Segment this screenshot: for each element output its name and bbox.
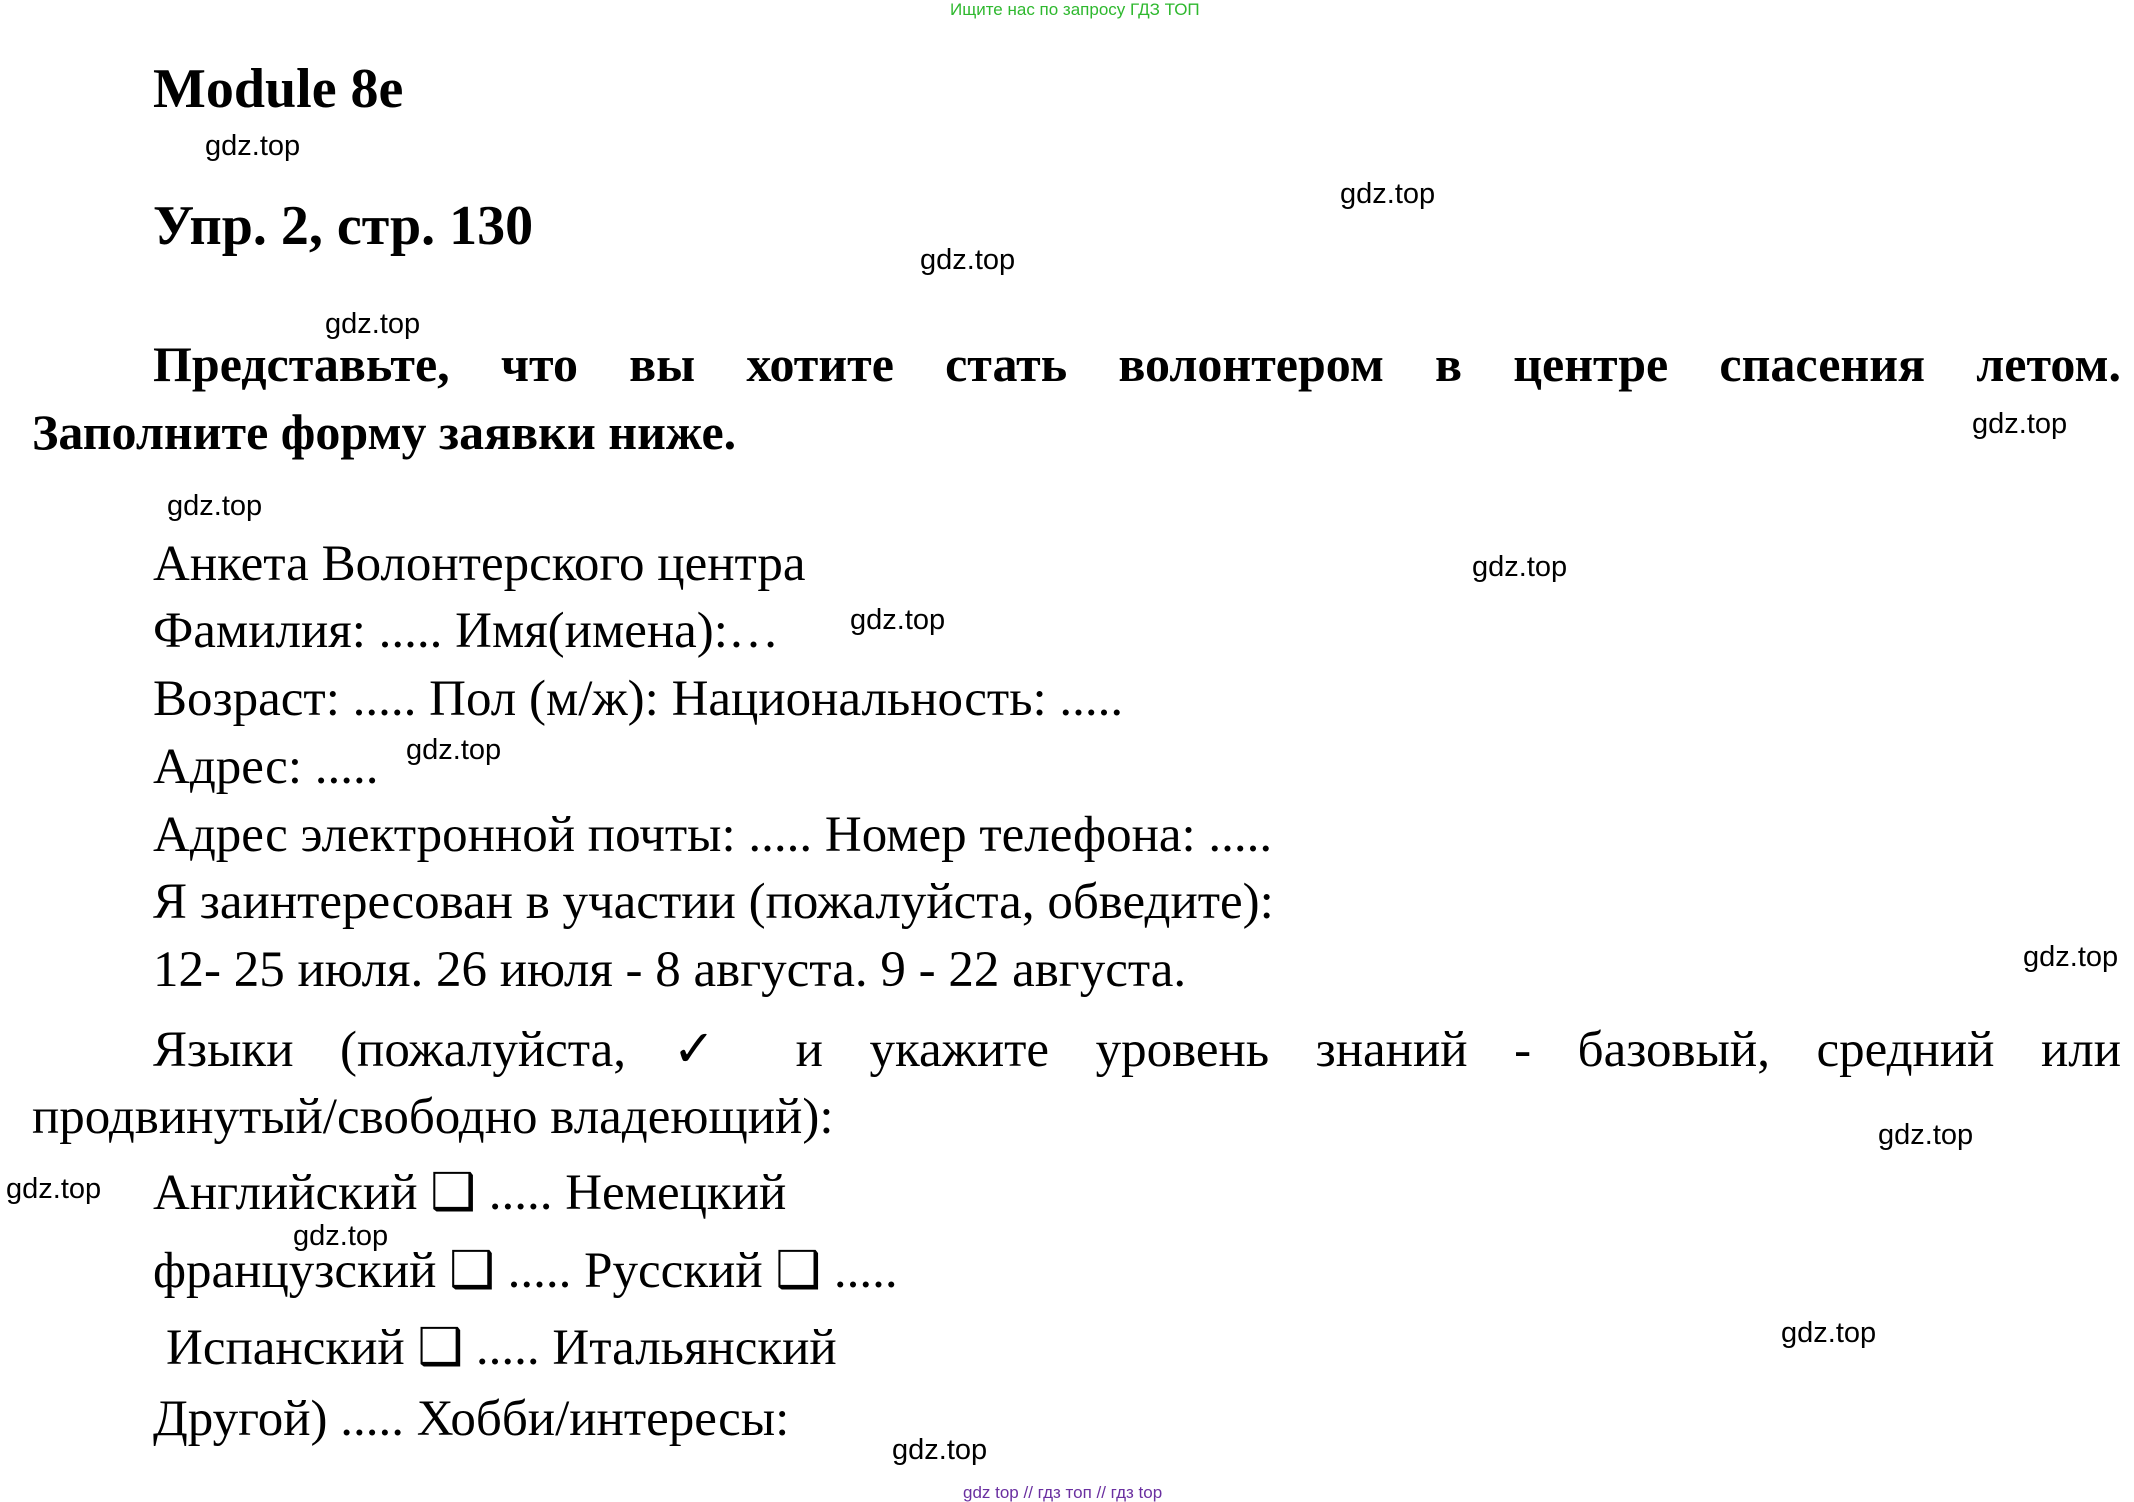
watermark: gdz.top (6, 1173, 102, 1205)
form-line-contact: Адрес электронной почты: ..... Номер телефона: ..... (153, 807, 1273, 863)
languages-line-1: Языки (пожалуйста, ✓ и укажите уровень знаний - базовый, средний или (153, 1022, 2121, 1078)
watermark: gdz.top (1781, 1317, 1877, 1349)
watermark: gdz.top (325, 308, 421, 340)
watermark: gdz.top (167, 490, 263, 522)
exercise-number: Упр. 2, стр. 130 (153, 195, 534, 257)
watermark: gdz.top (850, 604, 946, 636)
task-line-2: Заполните форму заявки ниже. (32, 404, 737, 460)
form-title: Анкета Волонтерского центра (153, 536, 806, 592)
watermark: gdz.top (1878, 1119, 1974, 1151)
module-title: Module 8e (153, 58, 404, 120)
form-line-name: Фамилия: ..... Имя(имена):… (153, 603, 779, 659)
watermark: gdz.top (2023, 941, 2119, 973)
lang-row-2: французский ❑ ..... Русский ❑ ..... (153, 1243, 898, 1299)
form-line-interest: Я заинтересован в участии (пожалуйста, обведите): (153, 874, 1274, 930)
watermark: gdz.top (205, 130, 301, 162)
watermark: gdz.top (1340, 178, 1436, 210)
form-line-dates: 12- 25 июля. 26 июля - 8 августа. 9 - 22 августа. (153, 942, 1187, 998)
form-line-age: Возраст: ..... Пол (м/ж): Национальность: ..... (153, 671, 1124, 727)
top-banner: Ищите нас по запросу ГДЗ ТОП (950, 0, 1200, 19)
watermark: gdz.top (892, 1434, 988, 1466)
languages-line-2: продвинутый/свободно владеющий): (32, 1089, 834, 1145)
watermark: gdz.top (1972, 408, 2068, 440)
bottom-banner: gdz top // гдз топ // гдз top (963, 1483, 1163, 1502)
lang-row-3: Испанский ❑ ..... Итальянский (166, 1320, 837, 1376)
lang-row-4: Другой) ..... Хобби/интересы: (153, 1391, 790, 1447)
watermark: gdz.top (293, 1220, 389, 1252)
watermark: gdz.top (920, 244, 1016, 276)
form-line-address: Адрес: ..... (153, 739, 379, 795)
task-line-1: Представьте, что вы хотите стать волонтером в центре спасения летом. (153, 336, 2121, 392)
watermark: gdz.top (406, 734, 502, 766)
watermark: gdz.top (1472, 551, 1568, 583)
lang-row-1: Английский ❑ ..... Немецкий (153, 1165, 787, 1221)
